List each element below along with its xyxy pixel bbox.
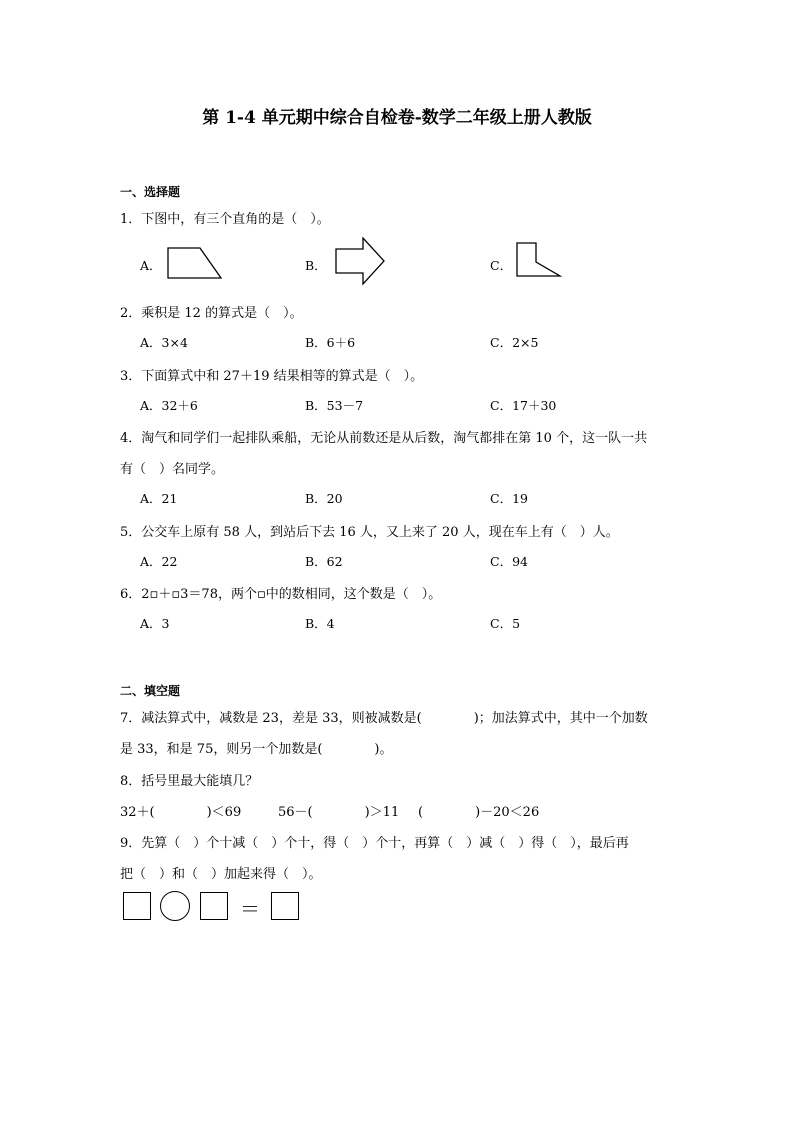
- q3-option-c: C．17＋30: [490, 398, 557, 413]
- trapezoid-shape: [166, 246, 224, 280]
- q8-expression-2: 56－( )＞11: [278, 805, 400, 820]
- answer-box-1[interactable]: [123, 892, 151, 920]
- q4-option-a: A．21: [140, 491, 178, 506]
- question-5: 5．公交车上原有 58 人，到站后下去 16 人，又上来了 20 人，现在车上有（ ）人。: [120, 525, 619, 540]
- question-3: 3．下面算式中和 27＋19 结果相等的算式是（ ）。: [120, 369, 424, 384]
- q5-option-a: A．22: [140, 554, 178, 569]
- l-shape: [514, 241, 566, 279]
- answer-box-2[interactable]: [200, 892, 228, 920]
- equals-sign: ＝: [240, 897, 260, 921]
- question-8: 8．括号里最大能填几？: [120, 774, 259, 789]
- question-7-line-2: 是 33，和是 75，则另一个加数是( )。: [120, 742, 393, 757]
- q8-expression-1: 32＋( )＜69: [120, 805, 242, 820]
- q1-option-a-label: A．: [140, 258, 162, 273]
- q4-option-b: B．20: [305, 491, 343, 506]
- q3-option-a: A．32＋6: [140, 398, 198, 413]
- q4-option-c: C．19: [490, 491, 528, 506]
- section-heading-choice: 一、选择题: [120, 185, 181, 199]
- question-7-line-1: 7．减法算式中，减数是 23，差是 33，则被减数是( )；加法算式中，其中一个加数: [120, 711, 648, 726]
- question-2: 2．乘积是 12 的算式是（ ）。: [120, 306, 303, 321]
- q1-option-b-label: B．: [305, 258, 327, 273]
- page-title: 第 1-4 单元期中综合自检卷-数学二年级上册人教版: [202, 108, 592, 128]
- q2-option-c: C．2×5: [490, 335, 539, 350]
- question-6: 6．2▫＋▫3＝78，两个▫中的数相同，这个数是（ ）。: [120, 587, 442, 602]
- section-heading-fill: 二、填空题: [120, 684, 181, 698]
- q1-option-c-label: C．: [490, 258, 513, 273]
- q2-option-b: B．6＋6: [305, 335, 356, 350]
- answer-box-result[interactable]: [271, 892, 299, 920]
- question-4-line-2: 有（ ）名同学。: [120, 462, 225, 477]
- q6-option-c: C．5: [490, 616, 521, 631]
- q3-option-b: B．53－7: [305, 398, 364, 413]
- q5-option-c: C．94: [490, 554, 528, 569]
- q2-option-a: A．3×4: [140, 335, 188, 350]
- question-9-line-2: 把（ ）和（ ）加起来得（ ）。: [120, 867, 322, 882]
- question-9-line-1: 9．先算（ ）个十减（ ）个十，得（ ）个十，再算（ ）减（ ）得（ ），最后再: [120, 836, 629, 851]
- arrow-shape: [333, 235, 389, 287]
- operator-circle[interactable]: [160, 891, 190, 921]
- q6-option-b: B．4: [305, 616, 335, 631]
- question-4-line-1: 4．淘气和同学们一起排队乘船，无论从前数还是从后数，淘气都排在第 10 个，这一队一共: [120, 431, 648, 446]
- question-1: 1．下图中，有三个直角的是（ ）。: [120, 212, 330, 227]
- q5-option-b: B．62: [305, 554, 343, 569]
- q8-expression-3: ( )－20＜26: [418, 805, 540, 820]
- q6-option-a: A．3: [140, 616, 170, 631]
